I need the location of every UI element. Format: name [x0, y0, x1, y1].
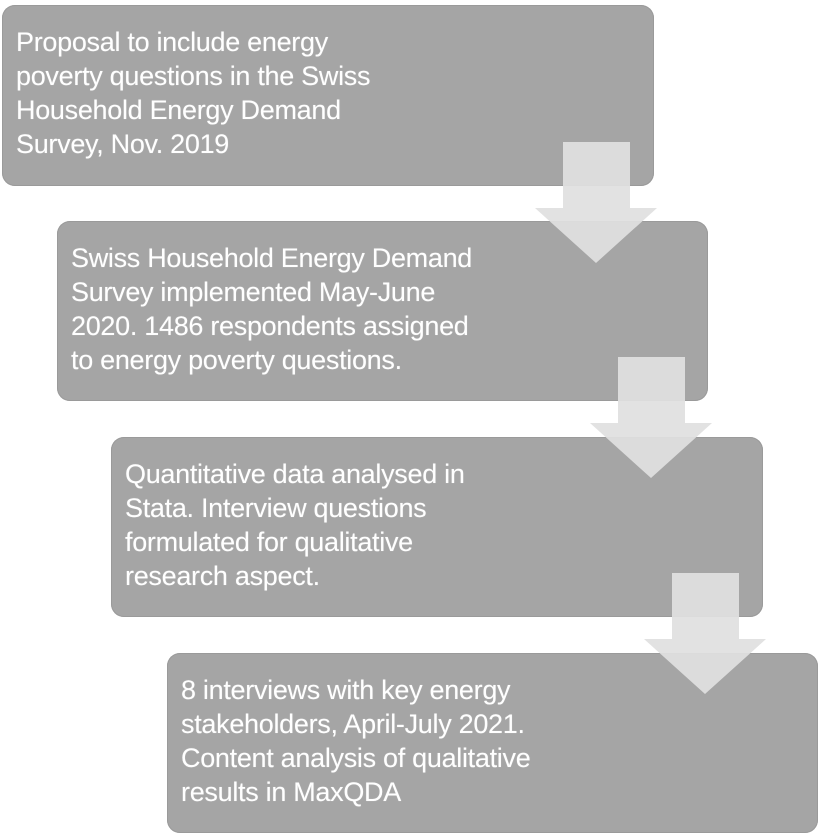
down-arrow-icon [643, 573, 767, 695]
down-arrow-icon [589, 357, 713, 479]
step-text: Quantitative data analysed in Stata. Interview questions formulated for qualitative research aspect. [125, 459, 465, 591]
step-text: Proposal to include energy poverty questions in the Swiss Household Energy Demand Survey, Nov. 2019 [16, 27, 371, 159]
step-text: Swiss Household Energy Demand Survey implemented May-June 2020. 1486 respondents assigned to energy poverty questions. [71, 243, 473, 375]
step-text: 8 interviews with key energy stakeholders, April-July 2021. Content analysis of qualitative results in MaxQDA [181, 675, 531, 807]
down-arrow-icon [534, 142, 658, 264]
